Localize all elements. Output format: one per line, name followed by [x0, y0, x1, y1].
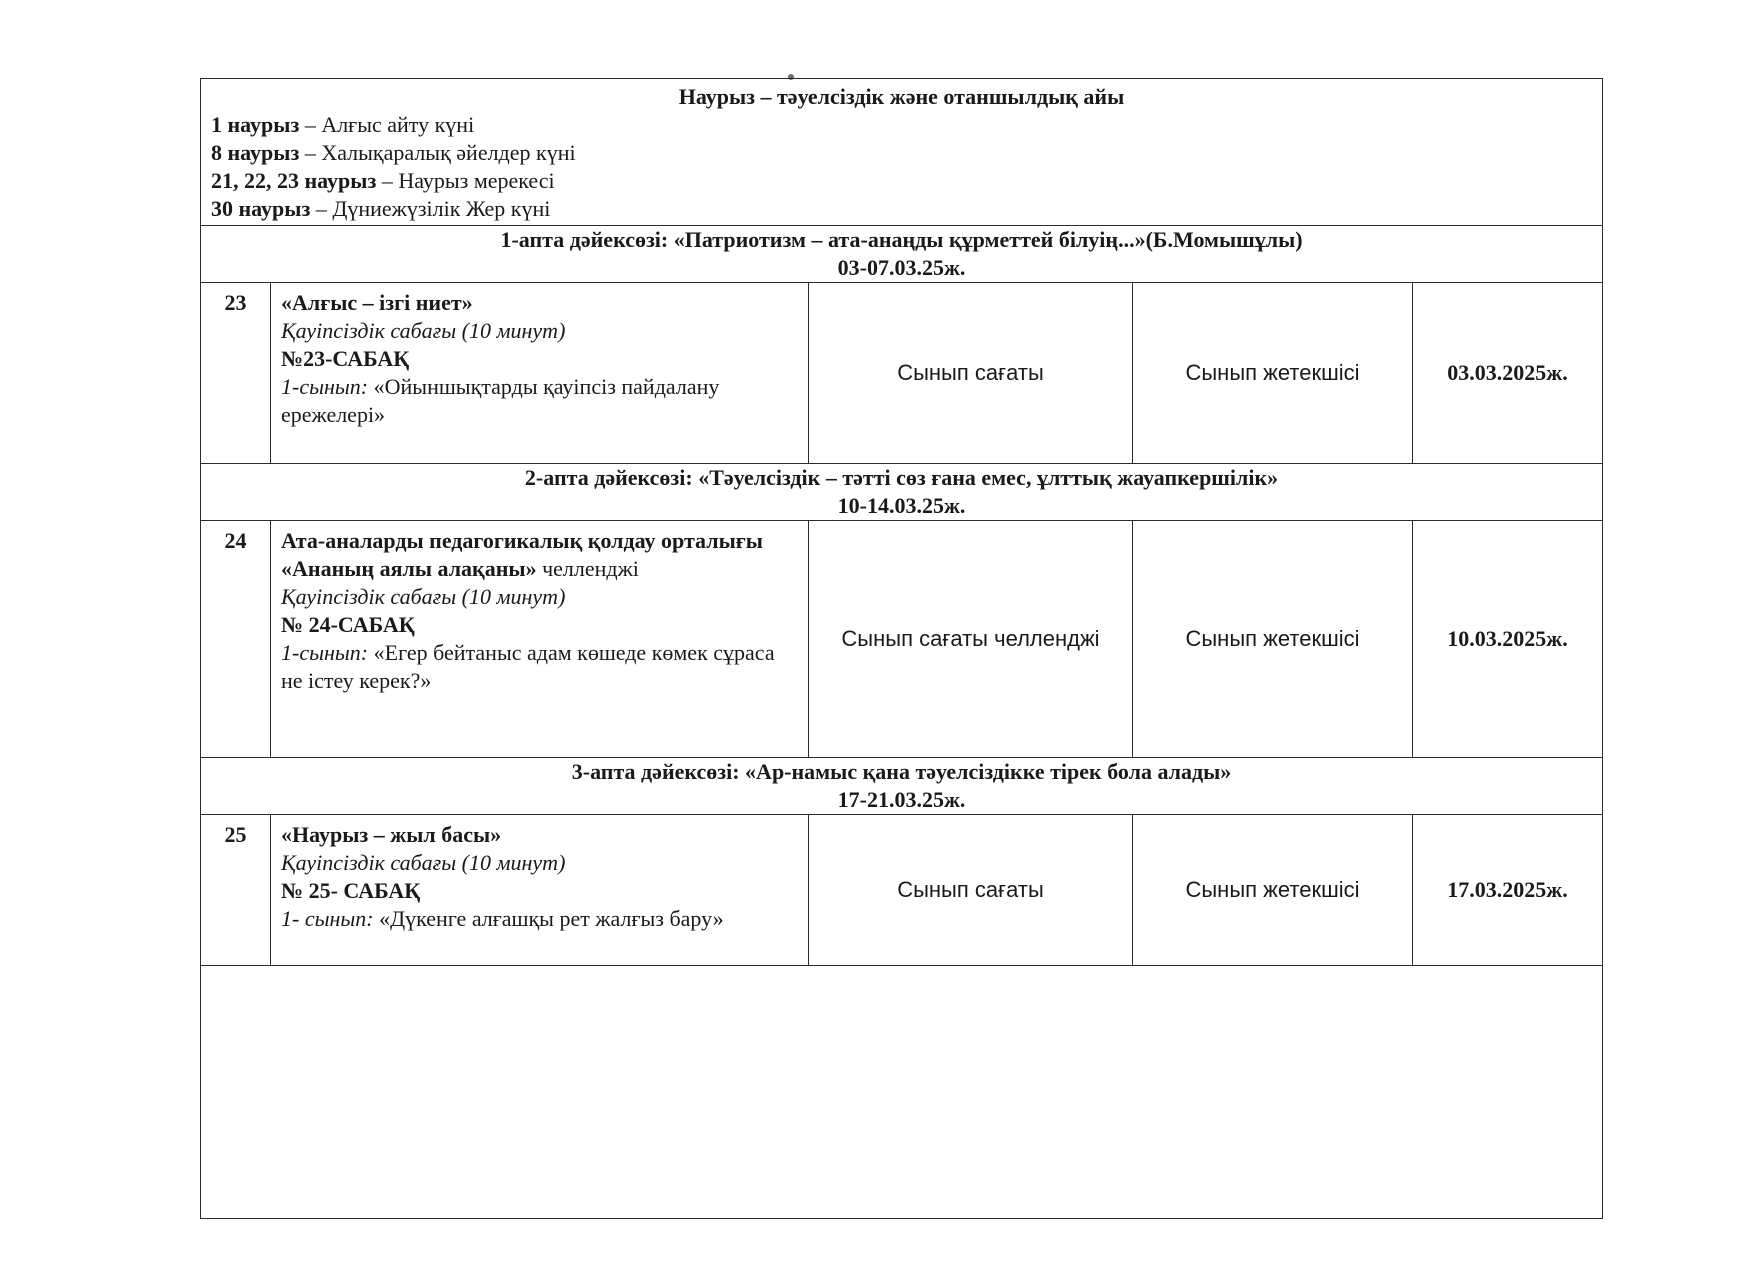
lesson-number: 23: [201, 283, 271, 464]
event-date: 03.03.2025ж.: [1413, 283, 1603, 464]
lesson-description: [271, 521, 809, 758]
event-date: 10.03.2025ж.: [1413, 521, 1603, 758]
lesson-description: [271, 815, 809, 966]
grade-label: 1-сынып:: [281, 640, 369, 665]
holiday-name: – Алғыс айту күні: [299, 112, 475, 137]
holiday-name: – Дүниежүзілік Жер күні: [310, 196, 551, 221]
holiday-line: [211, 139, 1592, 167]
grade-topic-line: [281, 373, 798, 429]
grade-topic-line: [281, 905, 798, 933]
lesson-code: № 25- САБАҚ: [281, 878, 421, 903]
grade-topic: «Ойыншықтарды қауіпсіз пайдалану ережелері»: [281, 374, 720, 427]
lesson-description: [271, 283, 809, 464]
responsible-person: Сынып жетекшісі: [1133, 815, 1413, 966]
table-row: [201, 521, 1603, 758]
week-quote: 1-апта дәйексөзі: «Патриотизм – ата-анаңды құрметтей білуің...»(Б.Момышұлы): [500, 227, 1303, 252]
safety-lesson-label: Қауіпсіздік сабағы (10 минут): [281, 850, 566, 875]
challenge-title: «Ананың аялы алақаны»: [281, 556, 537, 581]
event-form: Сынып сағаты: [809, 815, 1133, 966]
month-title: Наурыз – тәуелсіздік және отаншылдық айы: [678, 84, 1125, 109]
holiday-date: 1 наурыз: [211, 112, 300, 137]
holiday-line: [211, 111, 1592, 139]
week-quote-cell: [201, 464, 1603, 521]
lesson-code: № 24-САБАҚ: [281, 612, 415, 637]
safety-lesson-label: Қауіпсіздік сабағы (10 минут): [281, 318, 566, 343]
month-header-row: [201, 79, 1603, 226]
lesson-title: «Алғыс – ізгі ниет»: [281, 290, 473, 315]
lesson-title: «Наурыз – жыл басы»: [281, 822, 502, 847]
table-row: [201, 815, 1603, 966]
week-quote-row: [201, 758, 1603, 815]
responsible-person: Сынып жетекшісі: [1133, 521, 1413, 758]
week-quote: 3-апта дәйексөзі: «Ар-намыс қана тәуелсіздікке тірек бола алады»: [571, 759, 1232, 784]
lesson-number: 24: [201, 521, 271, 758]
challenge-suffix: челленджі: [536, 556, 639, 581]
holiday-line: [211, 167, 1592, 195]
holiday-date: 8 наурыз: [211, 140, 300, 165]
holiday-date: 30 наурыз: [211, 196, 311, 221]
grade-label: 1-сынып:: [281, 374, 369, 399]
event-date: 17.03.2025ж.: [1413, 815, 1603, 966]
week-quote-row: [201, 464, 1603, 521]
week-range: 17-21.03.25ж.: [837, 787, 966, 812]
month-header-cell: [201, 79, 1603, 226]
events-plan-table: [200, 78, 1603, 1219]
week-quote-cell: [201, 226, 1603, 283]
safety-lesson-label: Қауіпсіздік сабағы (10 минут): [281, 584, 566, 609]
event-form: Сынып сағаты: [809, 283, 1133, 464]
week-range: 10-14.03.25ж.: [837, 493, 966, 518]
responsible-person: Сынып жетекшісі: [1133, 283, 1413, 464]
table-row: [201, 283, 1603, 464]
grade-topic: «Егер бейтаныс адам көшеде көмек сұраса не істеу керек?»: [281, 640, 775, 693]
empty-cell: [201, 966, 1603, 1219]
holiday-name: – Наурыз мерекесі: [376, 168, 555, 193]
holiday-line: [211, 195, 1592, 223]
holiday-name: – Халықаралық әйелдер күні: [299, 140, 576, 165]
lesson-title: Ата-аналарды педагогикалық қолдау орталығы: [281, 528, 763, 553]
empty-row: [201, 966, 1603, 1219]
week-quote: 2-апта дәйексөзі: «Тәуелсіздік – тәтті сөз ғана емес, ұлттық жауапкершілік»: [524, 465, 1279, 490]
lesson-code: №23-САБАҚ: [281, 346, 410, 371]
holiday-date: 21, 22, 23 наурыз: [211, 168, 377, 193]
challenge-line: [281, 555, 798, 583]
week-quote-cell: [201, 758, 1603, 815]
grade-topic: «Дүкенге алғашқы рет жалғыз бару»: [373, 906, 724, 931]
grade-topic-line: [281, 639, 798, 695]
week-quote-row: [201, 226, 1603, 283]
event-form: Сынып сағаты челленджі: [809, 521, 1133, 758]
lesson-number: 25: [201, 815, 271, 966]
week-range: 03-07.03.25ж.: [837, 255, 966, 280]
grade-label: 1- сынып:: [281, 906, 374, 931]
